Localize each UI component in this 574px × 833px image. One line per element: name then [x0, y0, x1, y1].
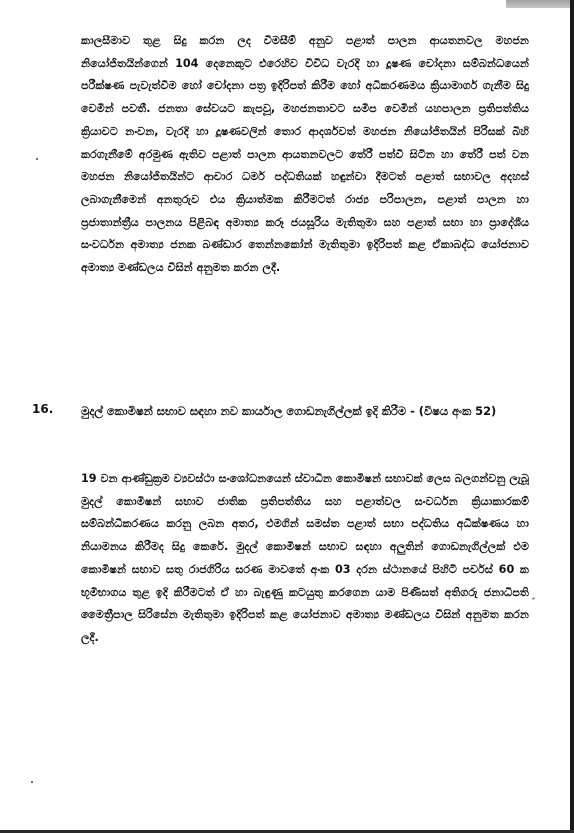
scan-speck — [31, 781, 33, 783]
scan-corner-mark — [506, 0, 570, 8]
scan-speck — [36, 158, 38, 160]
paragraph-2: 19 වන ආණ්ඩුක්‍රම ව්‍යවස්ථා සංශෝධනයෙන් ස්වාධීන කොමිෂන් සභාවක් ලෙස බලගන්වනු ලැබූ මුදල් කොමිෂන් සභාව ජාතික ප්‍රතිපත්තිය සහ පළාත්වල සංවර්ධන ක්‍රියාකාරකම් සම්බන්ධීකරණය කරනු ලබන අතර, එමගින් සමස්ත පළාත් සභා පද්ධතිය අධීක්ෂණය හා නියාමනය කිරීමද සිදු කෙරේ. මුදල් කොමිෂන් සභාව සඳහා අලුතින් ගොඩනැගිල්ලක් එම කොමිෂන් සභාව සතු රාජගිරිය සරණ මාවතේ අංක 03 දරන ස්ථානයේ පිහිටි පර්චස් 60 ක භූමිභාගය තුළ ඉදි කිරීමටත් ඒ හා බැඳුණු කටයුතු කරගෙන යාම පිණිසත් අතිගරු ජනාධිපති මෛත්‍රීපාල සිරිසේන මැතිතුමා ඉදිරිපත් කළ යෝජනාව අමාත්‍ය මණ්ඩලය විසින් අනුමත කරන ලදී. — [81, 472, 529, 644]
paragraph-1: කාලසීමාව තුළ සිදු කරන ලද විමසීම් අනුව පළාත් පාලන ආයතනවල මහජන නියෝජිතයින්ගෙන් 104 දෙනෙකුට එරෙහිව විවිධ වැරදි හා දූෂණ චෝදනා සම්බන්ධයෙන් පරීක්ෂණ පැවැත්වීම හෝ චෝදනා පත්‍ර ඉදිරිපත් කිරීම හෝ අධිකරණමය ක්‍රියාමාර්ග ගැනීම සිදු වෙමින් පවතී. ජනතා සේවයට කැපවූ, මහජනතාවට සමීප වෙමින් යහපාලන ප්‍රතිපත්තිය ක්‍රියාවට නංවන, වැරදි හා දූෂණවලින් තොර ආදර්ශවත් මහජන නියෝජිතයින් පිරිසක් බිහි කරගැනීමේ අරමුණ ඇතිව පළාත් පාලන ආයතනවලට තේරී පත්වී සිටින හා තේරී පත් වන මහජන නියෝජිතයින්ට ආචාර ධර්ම පද්ධතියක් හඳුන්වා දීමටත් පළාත් සභාවල අදහස් ලබාගැනීමෙන් අනතුරුව එය ක්‍රියාත්මක කිරීමටත් රාජ්‍ය පරිපාලන, පළාත් පාලන හා ප්‍රජාතාන්ත්‍රීය පාලනය පිළිබඳ අමාත්‍ය කරූ ජයසූරිය මැතිතුමා සහ පළාත් සභා හා ප්‍රාදේශීය සංවර්ධන අමාත්‍ය ජනක බණ්ඩාර තෙන්නකෝන් මැතිතුමා ඉදිරිපත් කළ ඒකාබද්ධ යෝජනාව අමාත්‍ය මණ්ඩලය විසින් අනුමත කරන ලදී. — [81, 34, 529, 275]
scan-speck — [532, 597, 535, 600]
section-number: 16. — [32, 402, 54, 416]
scan-edge-right — [570, 0, 574, 833]
section-heading: මුදල් කොමිෂන් සභාව සඳහා නව කාර්යාල ගොඩනැගිල්ලක් ඉදි කිරීම - (විෂය අංක 52) — [81, 404, 497, 418]
